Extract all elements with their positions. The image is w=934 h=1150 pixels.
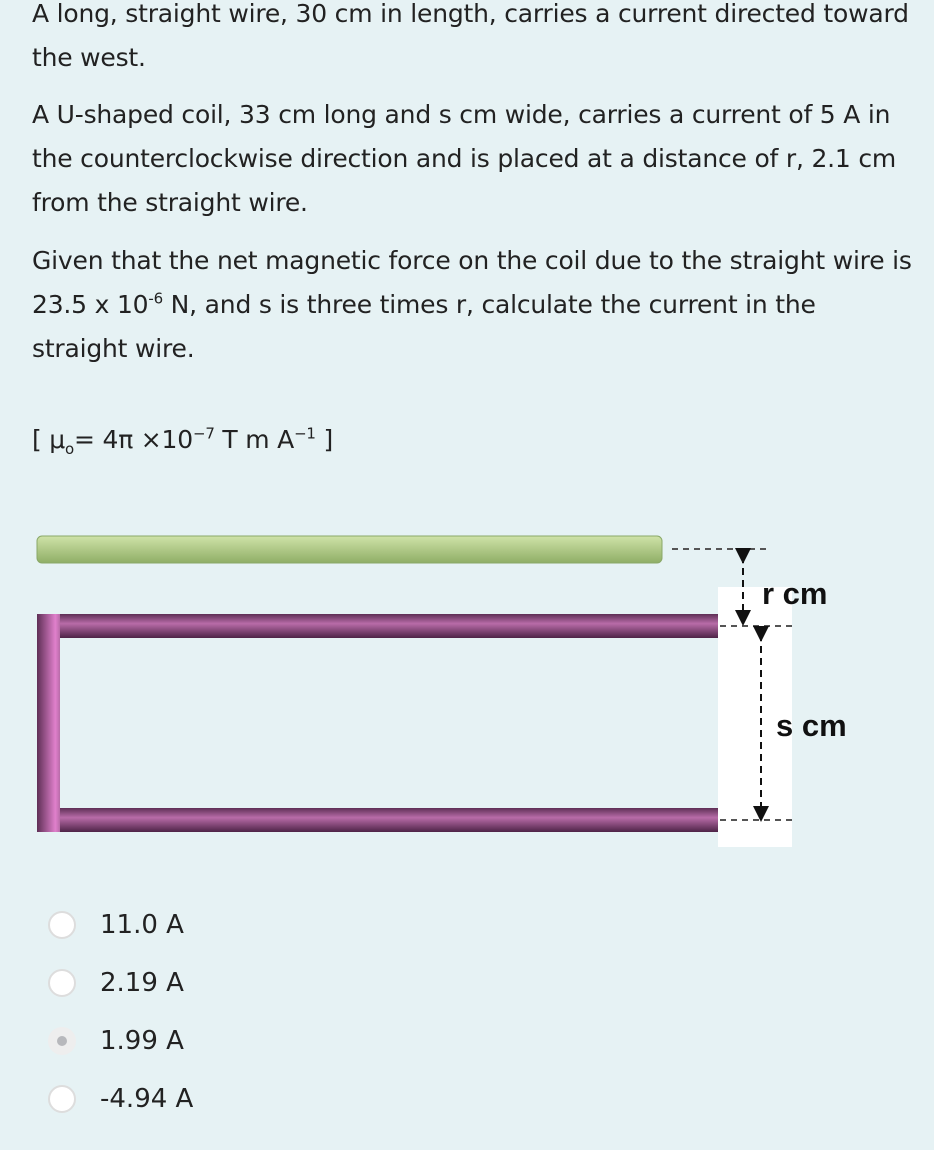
option-label: 2.19 A xyxy=(100,968,184,998)
r-label: r cm xyxy=(762,576,828,611)
s-label: s cm xyxy=(776,708,847,743)
wire-coil-diagram xyxy=(0,520,934,860)
answer-option[interactable] xyxy=(48,1084,193,1114)
subscript: o xyxy=(65,440,74,458)
radio-button[interactable] xyxy=(48,1085,76,1113)
radio-button[interactable] xyxy=(48,911,76,939)
radio-button[interactable] xyxy=(48,1027,76,1055)
text: N, and s is three times r, calculate the current in the straight wire. xyxy=(32,290,816,363)
text: = 4π ×10 xyxy=(74,425,193,454)
exponent: -6 xyxy=(148,289,163,308)
radio-button[interactable] xyxy=(48,969,76,997)
option-label: 11.0 A xyxy=(100,910,184,940)
constant-mu0 xyxy=(32,418,912,462)
exponent: −7 xyxy=(192,424,215,443)
question-paragraph-2: A U-shaped coil, 33 cm long and s cm wide, carries a current of 5 A in the counterclockwise direction and is placed at a distance of r, 2.1 cm from the straight wire. xyxy=(32,100,897,217)
text: T m A xyxy=(214,425,295,454)
text: Given that the net magnetic force on the coil due to the straight wire is 23.5 x 10 xyxy=(32,246,912,319)
answer-option[interactable] xyxy=(48,1026,184,1056)
question-paragraph-3 xyxy=(32,239,912,371)
option-label: -4.94 A xyxy=(100,1084,194,1114)
option-label: 1.99 A xyxy=(100,1026,184,1056)
u-coil xyxy=(37,614,718,832)
question-paragraph-1: A long, straight wire, 30 cm in length, carries a current directed toward the west. xyxy=(32,0,909,72)
straight-wire xyxy=(37,536,662,563)
text: [ μ xyxy=(32,425,66,454)
exponent: −1 xyxy=(294,424,316,443)
answer-option[interactable] xyxy=(48,910,184,940)
answer-option[interactable] xyxy=(48,968,184,998)
text: ] xyxy=(315,425,334,454)
